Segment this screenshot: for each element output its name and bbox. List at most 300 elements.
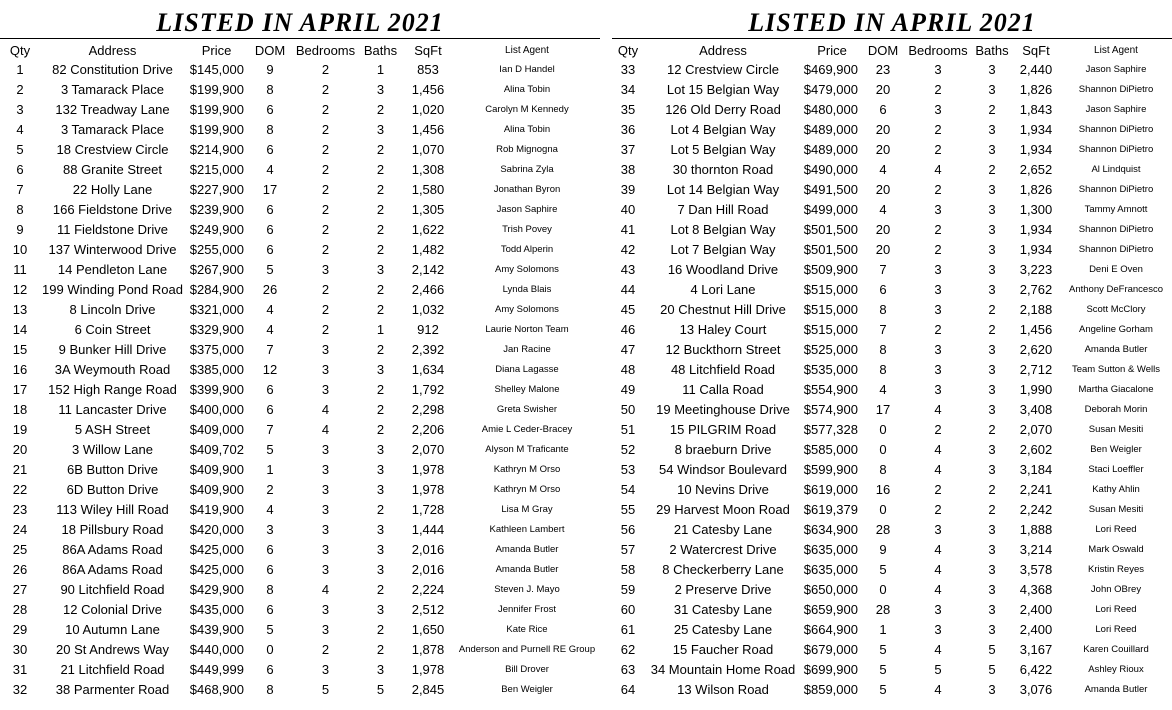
table-row [0, 119, 600, 139]
cell-baths: 1 [376, 321, 385, 337]
cell-list-agent: Lori Reed [1095, 623, 1137, 635]
cell-list-agent: Tammy Amnott [1084, 203, 1148, 215]
cell-baths: 3 [376, 261, 385, 277]
cell-sqft: 2,400 [1019, 621, 1053, 637]
cell-sqft: 1,305 [411, 201, 445, 217]
cell-address: 14 Pendleton Lane [57, 261, 168, 277]
cell-qty: 31 [12, 661, 28, 677]
table-row [612, 219, 1172, 239]
cell-sqft: 3,184 [1019, 461, 1053, 477]
cell-list-agent: Jason Saphire [1085, 103, 1147, 115]
cell-list-agent: Shannon DiPietro [1078, 223, 1154, 235]
cell-list-agent: Lisa M Gray [501, 503, 553, 515]
cell-price: $489,000 [803, 121, 858, 137]
cell-price: $321,000 [189, 301, 244, 317]
cell-price: $255,000 [189, 241, 244, 257]
cell-address: 10 Autumn Lane [65, 621, 160, 637]
table-row [0, 159, 600, 179]
cell-list-agent: Martha Giacalone [1078, 383, 1154, 395]
cell-list-agent: Shannon DiPietro [1078, 143, 1154, 155]
cell-address: 29 Harvest Moon Road [656, 501, 790, 517]
cell-sqft: 1,934 [1019, 141, 1053, 157]
table-row [612, 459, 1172, 479]
cell-address: 30 thornton Road [672, 161, 774, 177]
cell-price: $469,900 [803, 61, 858, 77]
cell-dom: 26 [262, 281, 278, 297]
cell-price: $375,000 [189, 341, 244, 357]
cell-baths: 5 [988, 641, 996, 657]
cell-sqft: 1,934 [1019, 121, 1053, 137]
cell-bedrooms: 3 [934, 261, 942, 277]
cell-price: $515,000 [803, 301, 858, 317]
cell-bedrooms: 2 [321, 641, 330, 657]
cell-address: 38 Parmenter Road [55, 681, 170, 697]
cell-list-agent: Ben Weigler [501, 683, 553, 695]
table-row [0, 659, 600, 679]
cell-bedrooms: 3 [934, 101, 942, 117]
cell-bedrooms: 2 [934, 81, 942, 97]
column-header-list-agent: List Agent [1094, 44, 1138, 56]
cell-dom: 0 [879, 441, 887, 457]
cell-address: 86A Adams Road [62, 561, 163, 577]
cell-address: 199 Winding Pond Road [42, 281, 183, 297]
cell-price: $859,000 [803, 681, 858, 697]
table-row [612, 159, 1172, 179]
cell-address: 12 Crestview Circle [667, 61, 779, 77]
cell-bedrooms: 3 [321, 501, 330, 517]
cell-baths: 2 [988, 321, 996, 337]
table-row [0, 339, 600, 359]
cell-baths: 2 [376, 641, 385, 657]
cell-list-agent: Bill Drover [505, 663, 549, 675]
cell-price: $249,900 [189, 221, 244, 237]
cell-bedrooms: 3 [321, 381, 330, 397]
cell-dom: 6 [266, 561, 274, 577]
cell-dom: 8 [879, 341, 887, 357]
cell-sqft: 1,020 [411, 101, 445, 117]
table-row [612, 539, 1172, 559]
cell-price: $439,900 [189, 621, 244, 637]
cell-list-agent: Alyson M Traficante [485, 443, 569, 455]
table-row [0, 459, 600, 479]
cell-price: $679,000 [803, 641, 858, 657]
cell-bedrooms: 3 [321, 481, 330, 497]
table-row [0, 479, 600, 499]
cell-dom: 5 [266, 441, 274, 457]
cell-address: 5 ASH Street [74, 421, 151, 437]
cell-address: Lot 4 Belgian Way [670, 121, 776, 137]
table-row [0, 239, 600, 259]
cell-price: $420,000 [189, 521, 244, 537]
cell-baths: 2 [376, 341, 385, 357]
cell-bedrooms: 4 [321, 401, 330, 417]
cell-dom: 0 [879, 501, 887, 517]
table-row [612, 559, 1172, 579]
cell-baths: 3 [988, 521, 996, 537]
cell-dom: 6 [266, 541, 274, 557]
cell-sqft: 1,826 [1019, 181, 1053, 197]
cell-bedrooms: 3 [934, 341, 942, 357]
cell-qty: 13 [12, 301, 28, 317]
cell-price: $480,000 [803, 101, 858, 117]
cell-address: 2 Watercrest Drive [669, 541, 777, 557]
table-row [0, 579, 600, 599]
table-row [612, 319, 1172, 339]
cell-bedrooms: 3 [934, 281, 942, 297]
cell-list-agent: Staci Loeffler [1088, 463, 1144, 475]
cell-address: 25 Catesby Lane [673, 621, 773, 637]
cell-qty: 11 [13, 261, 27, 277]
table-row [612, 519, 1172, 539]
cell-sqft: 6,422 [1019, 661, 1053, 677]
cell-dom: 4 [266, 321, 274, 337]
cell-qty: 37 [620, 141, 636, 157]
cell-sqft: 2,142 [411, 261, 445, 277]
cell-bedrooms: 4 [934, 461, 942, 477]
cell-bedrooms: 2 [321, 241, 330, 257]
cell-sqft: 2,512 [411, 601, 445, 617]
cell-qty: 36 [620, 121, 636, 137]
cell-sqft: 3,223 [1019, 261, 1053, 277]
cell-price: $489,000 [803, 141, 858, 157]
cell-qty: 5 [16, 141, 24, 157]
cell-sqft: 2,070 [411, 441, 445, 457]
cell-bedrooms: 2 [321, 81, 330, 97]
table-row [612, 139, 1172, 159]
cell-price: $501,500 [803, 221, 858, 237]
cell-bedrooms: 3 [321, 601, 330, 617]
cell-address: 31 Catesby Lane [673, 601, 773, 617]
cell-price: $650,000 [803, 581, 858, 597]
cell-qty: 47 [620, 341, 636, 357]
cell-address: 3 Tamarack Place [60, 121, 165, 137]
cell-address: 11 Calla Road [682, 381, 764, 397]
cell-baths: 2 [376, 421, 385, 437]
cell-address: 11 Lancaster Drive [58, 401, 167, 417]
cell-list-agent: Scott McClory [1086, 303, 1146, 315]
cell-dom: 28 [875, 521, 891, 537]
cell-baths: 3 [988, 461, 996, 477]
cell-bedrooms: 4 [934, 641, 942, 657]
column-header-baths: Baths [975, 42, 1009, 58]
cell-dom: 6 [879, 281, 887, 297]
cell-qty: 29 [12, 621, 28, 637]
cell-sqft: 2,016 [411, 541, 445, 557]
cell-baths: 2 [376, 181, 385, 197]
cell-address: 126 Old Derry Road [665, 101, 781, 117]
cell-qty: 15 [12, 341, 28, 357]
cell-address: 6 Coin Street [74, 321, 151, 337]
cell-bedrooms: 2 [934, 221, 942, 237]
cell-price: $429,900 [189, 581, 244, 597]
cell-address: 113 Wiley Hill Road [56, 501, 169, 517]
table-row [0, 379, 600, 399]
cell-dom: 6 [266, 401, 274, 417]
cell-qty: 63 [620, 661, 636, 677]
cell-qty: 46 [620, 321, 636, 337]
cell-sqft: 1,300 [1019, 201, 1053, 217]
cell-address: 20 Chestnut Hill Drive [660, 301, 786, 317]
cell-dom: 8 [266, 81, 274, 97]
cell-price: $491,500 [803, 181, 858, 197]
cell-baths: 3 [376, 601, 385, 617]
cell-baths: 3 [376, 521, 385, 537]
cell-bedrooms: 2 [321, 301, 330, 317]
cell-address: 19 Meetinghouse Drive [656, 401, 790, 417]
cell-price: $400,000 [189, 401, 244, 417]
cell-price: $399,900 [189, 381, 244, 397]
cell-bedrooms: 3 [321, 441, 330, 457]
cell-dom: 20 [875, 221, 891, 237]
cell-price: $199,900 [189, 101, 244, 117]
table-row [0, 639, 600, 659]
cell-list-agent: Jennifer Frost [497, 603, 557, 615]
cell-qty: 23 [12, 501, 28, 517]
cell-dom: 17 [262, 181, 278, 197]
cell-list-agent: Trish Povey [502, 223, 552, 235]
cell-list-agent: Angeline Gorham [1079, 323, 1153, 335]
table-row [612, 619, 1172, 639]
table-row [612, 419, 1172, 439]
cell-address: 8 Checkerberry Lane [662, 561, 784, 577]
cell-qty: 48 [620, 361, 636, 377]
cell-bedrooms: 4 [321, 421, 330, 437]
cell-sqft: 2,762 [1019, 281, 1053, 297]
cell-address: 152 High Range Road [48, 381, 177, 397]
cell-dom: 5 [266, 621, 274, 637]
cell-baths: 2 [376, 581, 385, 597]
cell-price: $385,000 [189, 361, 244, 377]
cell-qty: 27 [12, 581, 28, 597]
cell-sqft: 3,214 [1019, 541, 1053, 557]
cell-baths: 3 [988, 281, 996, 297]
cell-baths: 3 [988, 541, 996, 557]
cell-bedrooms: 2 [934, 421, 942, 437]
table-row [612, 359, 1172, 379]
cell-price: $585,000 [803, 441, 858, 457]
column-header-address: Address [88, 42, 137, 58]
cell-qty: 24 [12, 521, 28, 537]
cell-qty: 43 [620, 261, 636, 277]
cell-price: $419,900 [189, 501, 244, 517]
cell-address: 86A Adams Road [62, 541, 163, 557]
cell-list-agent: Carolyn M Kennedy [485, 103, 569, 115]
cell-dom: 6 [266, 221, 274, 237]
cell-baths: 2 [376, 381, 385, 397]
cell-qty: 7 [16, 181, 24, 197]
table-row [612, 299, 1172, 319]
table-row [0, 139, 600, 159]
cell-dom: 12 [262, 361, 278, 377]
cell-baths: 3 [988, 221, 996, 237]
cell-address: 9 Bunker Hill Drive [58, 341, 167, 357]
cell-list-agent: Amanda Butler [1084, 683, 1148, 695]
cell-price: $239,900 [189, 201, 244, 217]
column-header-list-agent: List Agent [505, 44, 549, 56]
cell-price: $435,000 [189, 601, 244, 617]
cell-baths: 2 [376, 501, 385, 517]
cell-baths: 2 [988, 501, 996, 517]
cell-address: 34 Mountain Home Road [650, 661, 796, 677]
cell-baths: 3 [988, 241, 996, 257]
table-row [0, 499, 600, 519]
table-row [0, 619, 600, 639]
cell-qty: 50 [620, 401, 636, 417]
cell-sqft: 1,888 [1019, 521, 1053, 537]
cell-list-agent: Amie L Ceder-Bracey [481, 423, 573, 435]
table-row [0, 539, 600, 559]
cell-price: $284,900 [189, 281, 244, 297]
cell-dom: 28 [875, 601, 891, 617]
cell-address: 6B Button Drive [66, 461, 159, 477]
cell-list-agent: Team Sutton & Wells [1071, 363, 1160, 375]
table-row [0, 599, 600, 619]
cell-price: $499,000 [803, 201, 858, 217]
table-row [0, 359, 600, 379]
cell-bedrooms: 3 [321, 461, 330, 477]
cell-price: $509,900 [803, 261, 858, 277]
cell-qty: 9 [16, 221, 24, 237]
cell-bedrooms: 3 [321, 261, 330, 277]
cell-dom: 0 [266, 641, 274, 657]
table-header-row [612, 41, 1172, 59]
cell-list-agent: Todd Alperin [500, 243, 554, 255]
table-row [612, 499, 1172, 519]
cell-address: 7 Dan Hill Road [677, 201, 769, 217]
table-row [612, 439, 1172, 459]
cell-dom: 0 [879, 421, 887, 437]
cell-baths: 3 [988, 601, 996, 617]
cell-baths: 2 [988, 481, 996, 497]
cell-list-agent: Kristin Reyes [1088, 563, 1144, 575]
cell-address: 22 Holly Lane [72, 181, 153, 197]
table-row [612, 479, 1172, 499]
cell-qty: 35 [620, 101, 636, 117]
cell-dom: 16 [875, 481, 891, 497]
cell-sqft: 1,580 [411, 181, 445, 197]
cell-sqft: 3,578 [1019, 561, 1053, 577]
cell-dom: 6 [879, 101, 887, 117]
table-row [0, 419, 600, 439]
cell-baths: 3 [376, 461, 385, 477]
cell-bedrooms: 2 [934, 321, 942, 337]
cell-dom: 8 [266, 581, 274, 597]
cell-sqft: 1,843 [1019, 101, 1053, 117]
cell-dom: 4 [266, 161, 274, 177]
cell-dom: 6 [266, 101, 274, 117]
cell-list-agent: Jason Saphire [1085, 63, 1147, 75]
cell-dom: 4 [266, 301, 274, 317]
cell-bedrooms: 2 [934, 481, 942, 497]
column-header-address: Address [699, 42, 747, 58]
cell-price: $440,000 [189, 641, 244, 657]
cell-sqft: 1,634 [411, 361, 445, 377]
cell-qty: 52 [620, 441, 636, 457]
cell-list-agent: Susan Mesiti [1088, 503, 1144, 515]
table-row [0, 59, 600, 79]
cell-sqft: 2,206 [411, 421, 445, 437]
cell-baths: 3 [376, 481, 385, 497]
cell-address: 12 Buckthorn Street [665, 341, 781, 357]
cell-price: $329,900 [189, 321, 244, 337]
cell-qty: 62 [620, 641, 636, 657]
cell-address: 13 Haley Court [679, 321, 767, 337]
cell-list-agent: Deni E Oven [1089, 263, 1143, 275]
cell-bedrooms: 2 [321, 201, 330, 217]
cell-sqft: 912 [417, 321, 439, 337]
cell-qty: 30 [12, 641, 28, 657]
cell-qty: 8 [16, 201, 24, 217]
title-divider [612, 38, 1172, 39]
cell-bedrooms: 3 [934, 301, 942, 317]
cell-dom: 9 [879, 541, 887, 557]
cell-dom: 7 [266, 341, 274, 357]
cell-baths: 5 [376, 681, 385, 697]
cell-list-agent: Shannon DiPietro [1078, 183, 1154, 195]
cell-list-agent: Lori Reed [1095, 523, 1137, 535]
cell-price: $535,000 [803, 361, 858, 377]
cell-sqft: 2,016 [411, 561, 445, 577]
cell-list-agent: Anthony DeFrancesco [1069, 283, 1163, 295]
table-row [612, 179, 1172, 199]
table-row [0, 559, 600, 579]
cell-sqft: 1,934 [1019, 241, 1053, 257]
cell-price: $490,000 [803, 161, 858, 177]
cell-bedrooms: 2 [321, 141, 330, 157]
cell-price: $468,900 [189, 681, 244, 697]
cell-dom: 7 [879, 261, 887, 277]
cell-list-agent: Kathy Ahlin [1092, 483, 1140, 495]
table-row [0, 279, 600, 299]
cell-sqft: 3,076 [1019, 681, 1053, 697]
table-row [0, 259, 600, 279]
cell-baths: 5 [988, 661, 996, 677]
cell-qty: 45 [620, 301, 636, 317]
cell-dom: 0 [879, 581, 887, 597]
cell-baths: 3 [376, 441, 385, 457]
cell-dom: 6 [266, 141, 274, 157]
column-header-price: Price [817, 42, 847, 58]
cell-qty: 34 [620, 81, 636, 97]
table-row [0, 299, 600, 319]
cell-baths: 3 [988, 81, 996, 97]
cell-list-agent: Karen Couillard [1083, 643, 1149, 655]
cell-address: 132 Treadway Lane [55, 101, 170, 117]
table-row [0, 99, 600, 119]
cell-bedrooms: 3 [934, 621, 942, 637]
cell-sqft: 1,978 [411, 661, 445, 677]
table-row [612, 679, 1172, 699]
cell-baths: 3 [988, 401, 996, 417]
cell-sqft: 1,456 [411, 121, 445, 137]
cell-bedrooms: 4 [934, 541, 942, 557]
cell-price: $659,900 [803, 601, 858, 617]
cell-bedrooms: 3 [321, 361, 330, 377]
table-row [0, 679, 600, 699]
cell-qty: 55 [620, 501, 636, 517]
cell-bedrooms: 2 [934, 501, 942, 517]
cell-list-agent: Anderson and Purnell RE Group [458, 643, 596, 655]
cell-bedrooms: 3 [934, 361, 942, 377]
listings-table [612, 41, 1172, 699]
cell-dom: 6 [266, 381, 274, 397]
cell-bedrooms: 4 [321, 581, 330, 597]
cell-sqft: 3,408 [1019, 401, 1053, 417]
cell-address: 13 Wilson Road [677, 681, 769, 697]
cell-baths: 2 [376, 101, 385, 117]
cell-price: $409,000 [189, 421, 244, 437]
cell-baths: 3 [988, 381, 996, 397]
